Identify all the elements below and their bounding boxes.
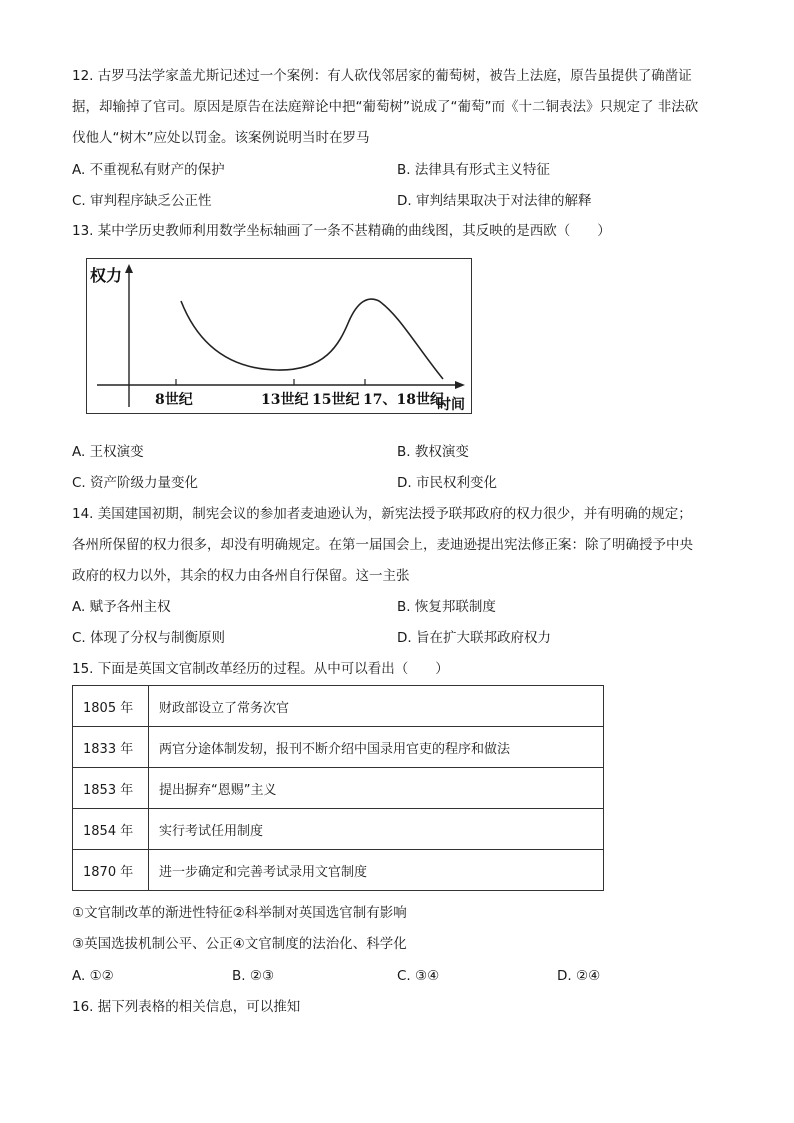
q12-option-d[interactable]: D. 审判结果取决于对法律的解释 (397, 193, 592, 209)
q15-statement-line-1: ①文官制改革的渐进性特征②科举制对英国选官制有影响 (72, 905, 407, 921)
table-row (73, 850, 604, 891)
q14-stem-line-3: 政府的权力以外，其余的权力由各州自行保留。这一主张 (72, 568, 410, 584)
year-cell: 1854 年 (73, 809, 149, 850)
q15-option-c[interactable]: C. ③④ (397, 968, 440, 984)
q14-stem-line-1: 14. 美国建国初期，制宪会议的参加者麦迪逊认为，新宪法授予联邦政府的权力很少，并有明确的规定； (72, 506, 692, 522)
event-cell: 两官分途体制发轫，报刊不断介绍中国录用官吏的程序和做法 (149, 727, 604, 768)
q15-option-b[interactable]: B. ②③ (232, 968, 275, 984)
event-cell: 财政部设立了常务次官 (149, 686, 604, 727)
table-row (73, 809, 604, 850)
q13-option-a[interactable]: A. 王权演变 (72, 444, 144, 460)
x-axis-label: 时间 (437, 397, 465, 413)
q14-option-c[interactable]: C. 体现了分权与制衡原则 (72, 630, 226, 646)
chart-svg (87, 259, 473, 415)
tick-label-13th-century: 13世纪 (261, 392, 309, 408)
q14-option-d[interactable]: D. 旨在扩大联邦政府权力 (397, 630, 551, 646)
year-cell: 1853 年 (73, 768, 149, 809)
q12-stem-line-3: 伐他人“树木”应处以罚金。该案例说明当时在罗马 (72, 130, 370, 146)
tick-label-15th-century: 15世纪 (312, 392, 360, 408)
y-axis-label: 权力 (90, 266, 123, 285)
table-row (73, 727, 604, 768)
year-cell: 1833 年 (73, 727, 149, 768)
q16-stem: 16. 据下列表格的相关信息，可以推知 (72, 999, 301, 1015)
x-axis-arrow-icon (455, 381, 465, 389)
power-curve (181, 299, 443, 379)
q15-statement-line-2: ③英国选拔机制公平、公正④文官制度的法治化、科学化 (72, 936, 407, 952)
q15-option-a[interactable]: A. ①② (72, 968, 114, 984)
q13-option-d[interactable]: D. 市民权利变化 (397, 475, 497, 491)
q12-option-b[interactable]: B. 法律具有形式主义特征 (397, 162, 550, 178)
q14-option-a[interactable]: A. 赋予各州主权 (72, 599, 171, 615)
table-row (73, 686, 604, 727)
q14-stem-line-2: 各州所保留的权力很多，却没有明确规定。在第一届国会上，麦迪逊提出宪法修正案：除了明确授予中央 (72, 537, 693, 553)
event-cell: 实行考试任用制度 (149, 809, 604, 850)
q13-option-b[interactable]: B. 教权演变 (397, 444, 469, 460)
year-cell: 1870 年 (73, 850, 149, 891)
q15-option-d[interactable]: D. ②④ (557, 968, 601, 984)
q12-option-a[interactable]: A. 不重视私有财产的保护 (72, 162, 225, 178)
table-row (73, 768, 604, 809)
q13-stem: 13. 某中学历史教师利用数学坐标轴画了一条不甚精确的曲线图，其反映的是西欧（ ） (72, 223, 611, 239)
q12-stem-line-2: 据，却输掉了官司。原因是原告在法庭辩论中把“葡萄树”说成了“葡萄”而《十二铜表法》只规定了 非法砍 (72, 99, 699, 115)
q15-stem: 15. 下面是英国文官制改革经历的过程。从中可以看出（ ） (72, 661, 449, 677)
y-axis-arrow-icon (125, 264, 133, 273)
year-cell: 1805 年 (73, 686, 149, 727)
tick-label-8th-century: 8世纪 (155, 392, 193, 408)
q12-stem-line-1: 12. 古罗马法学家盖尤斯记述过一个案例：有人砍伐邻居家的葡萄树，被告上法庭，原告虽提供了确凿证 (72, 68, 692, 84)
q12-option-c[interactable]: C. 审判程序缺乏公正性 (72, 193, 212, 209)
civil-service-reform-table (72, 685, 604, 891)
q14-option-b[interactable]: B. 恢复邦联制度 (397, 599, 496, 615)
event-cell: 进一步确定和完善考试录用文官制度 (149, 850, 604, 891)
event-cell: 提出摒弃“恩赐”主义 (149, 768, 604, 809)
q13-option-c[interactable]: C. 资产阶级力量变化 (72, 475, 199, 491)
power-curve-chart (86, 258, 472, 414)
tick-label-17-18th-century: 17、18世纪 (363, 392, 444, 408)
